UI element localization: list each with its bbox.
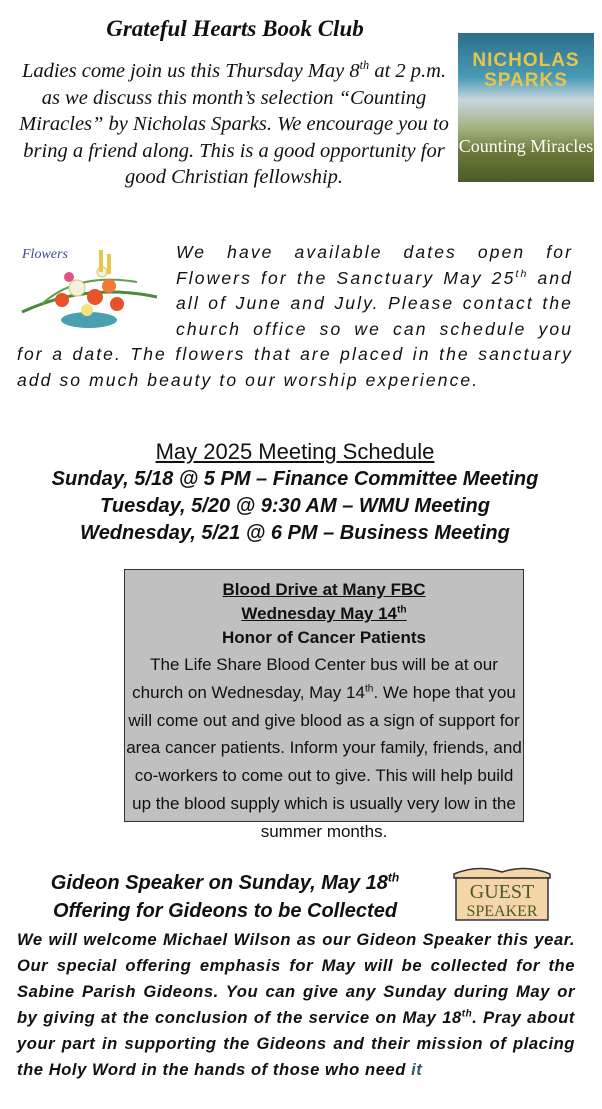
book-cover-title: Counting Miracles	[458, 136, 594, 156]
schedule-item: Wednesday, 5/21 @ 6 PM – Business Meeting	[80, 522, 510, 544]
superscript: th	[387, 870, 400, 885]
schedule-item: Sunday, 5/18 @ 5 PM – Finance Committee Meeting	[51, 468, 539, 490]
gideon-text-cont: . Pray about your part in supporting the Gideons and their mission of placing the Holy Word in the hands of those who need	[17, 1008, 576, 1079]
gideon-text: We will welcome Michael Wilson as our Gideon Speaker this year. Our special offering emphasis for May will be collected for the Sabine Parish Gideons. You can give any Sunday during May or by giving at the conclusion of the service on May 18	[17, 930, 575, 1027]
meeting-schedule	[0, 437, 590, 547]
book-cover-image	[458, 33, 594, 182]
guest-speaker-image	[452, 862, 552, 922]
guest-label-bottom: SPEAKER	[466, 903, 538, 920]
superscript: th	[461, 1008, 473, 1020]
date-text: Wednesday May 14	[241, 604, 397, 623]
flowers-text: We have available dates open for Flowers for the Sanctuary May 25	[176, 242, 573, 288]
gideon-heading-line2: Offering for Gideons to be Collected	[52, 900, 398, 922]
flowers-image	[17, 242, 162, 334]
guest-label-top: GUEST	[469, 881, 535, 903]
flowers-text-cont: and all of June and July. Please contact the church office so we can schedule you for a date. The flowers that are placed in the sanctuary add so much beauty to our worship experience.	[17, 267, 573, 390]
book-club-text-cont: at 2 p.m. as we discuss this month’s selection “Counting Miracles” by Nicholas Sparks. We encourage you to bring a friend along. This is a good opportunity for good Christian fellowship.	[19, 60, 449, 188]
gideon-heading-line1	[20, 869, 430, 897]
superscript: th	[515, 267, 529, 280]
superscript: th	[396, 604, 407, 616]
blood-drive-text-cont: . We hope that you will come out and give blood as a sign of support for area cancer patients. Inform your family, friends, and co-workers to come out to give. This will help build up the blood supply which is usually very low in the summer months.	[126, 682, 522, 841]
blood-drive-date	[125, 602, 523, 626]
open-book-icon	[452, 862, 552, 922]
schedule-title: May 2025 Meeting Schedule	[155, 439, 435, 464]
book-club-text: Ladies come join us this Thursday May 8	[21, 60, 360, 82]
blood-drive-body	[125, 651, 523, 846]
flowers-section	[17, 240, 573, 394]
gideon-body	[17, 927, 575, 1083]
book-club-title: Grateful Hearts Book Club	[106, 16, 364, 41]
blood-drive-subtitle: Honor of Cancer Patients	[221, 628, 427, 647]
book-cover-author: NICHOLAS SPARKS	[472, 50, 580, 91]
flowers-image-label: Flowers	[22, 247, 68, 262]
book-club-body	[14, 58, 454, 191]
blood-drive-title: Blood Drive at Many FBC	[222, 580, 426, 599]
schedule-item: Tuesday, 5/20 @ 9:30 AM – WMU Meeting	[100, 495, 490, 517]
blood-drive-text: The Life Share Blood Center bus will be at our church on Wednesday, May 14	[132, 655, 498, 702]
blood-drive-box	[124, 569, 524, 841]
superscript: th	[364, 683, 374, 695]
superscript: th	[359, 58, 370, 73]
heading-text: Gideon Speaker on Sunday, May 18	[50, 872, 388, 894]
gideon-text-last: it	[411, 1060, 423, 1079]
gideon-heading	[20, 869, 430, 925]
